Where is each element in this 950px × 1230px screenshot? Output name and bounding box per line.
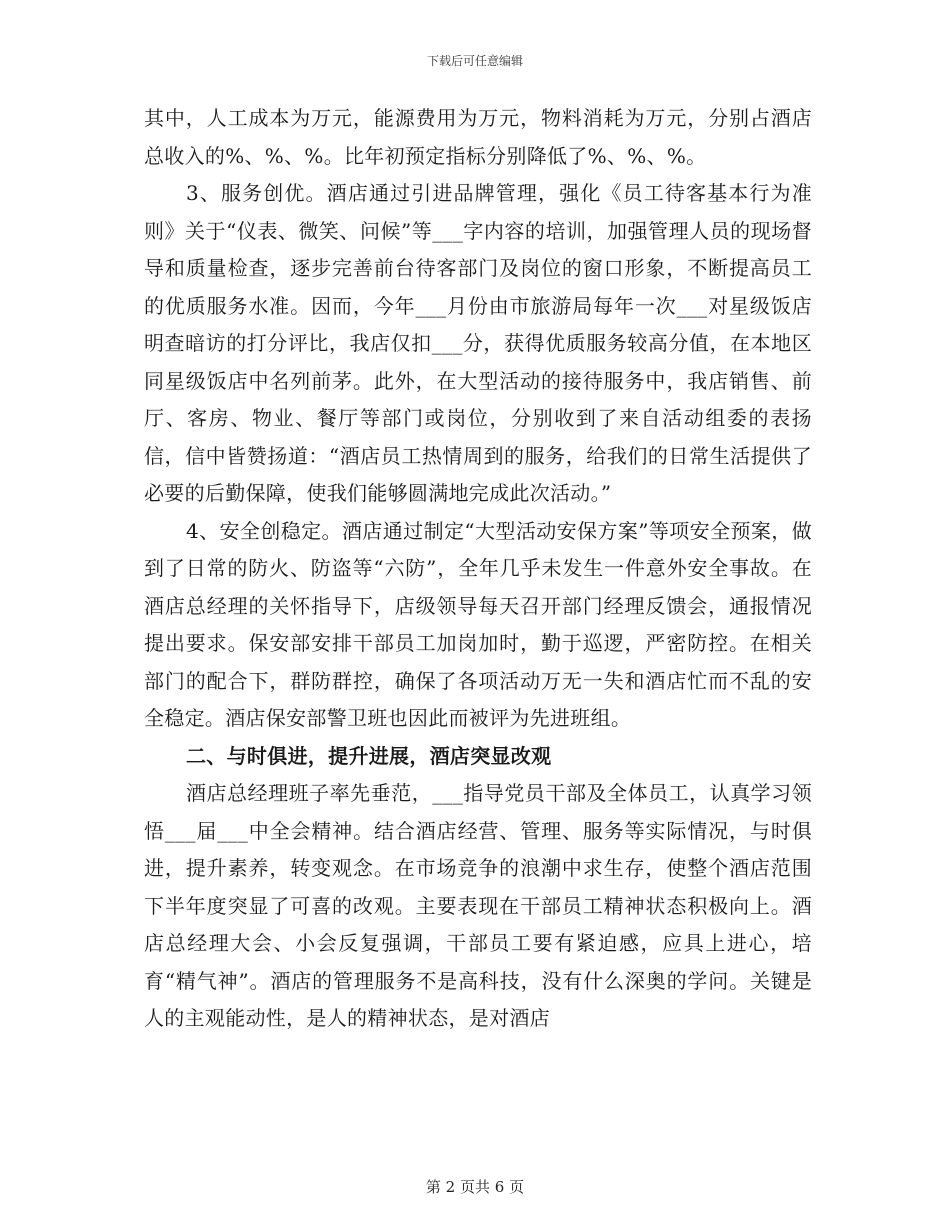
page-footer: 第 2 页共 6 页 bbox=[425, 1178, 525, 1196]
paragraph-safety: 4、安全创稳定。酒店通过制定“大型活动安保方案”等项安全预案，做到了日常的防火、防盗等“六防”，全年几乎未发生一件意外安全事故。在酒店总经理的关怀指导下，店级领导每天召开部门经理反馈会，通报情况提出要求。保安部安排干部员工加岗加时，勤于巡逻，严密防控。在相关部门的配合下，群防群控，确保了各项活动万无一失和酒店忙而不乱的安全稳定。酒店保安部警卫班也因此而被评为先进班组。 bbox=[144, 518, 812, 730]
section-heading: 二、与时俱进，提升进展，酒店突显改观 bbox=[186, 743, 552, 768]
page-header: 下载后可任意编辑 bbox=[426, 54, 523, 68]
paragraph-progress: 酒店总经理班子率先垂范，___指导党员干部及全体员工，认真学习领悟___届___中全会精神。结合酒店经营、管理、服务等实际情况，与时俱进，提升素养，转变观念。在市场竞争的浪潮中求生存，使整个酒店范围下半年度突显了可喜的改观。主要表现在干部员工精神状态积极向上。酒店总经理大会、小会反复强调，干部员工要有紧迫感，应具上进心，培育“精气神”。酒店的管理服务不是高科技，没有什么深奥的学问。关键是人的主观能动性，是人的精神状态，是对酒店 bbox=[144, 781, 812, 1030]
paragraph-service: 3、服务创优。酒店通过引进品牌管理，强化《员工待客基本行为准则》关于“仪表、微笑、问候”等___字内容的培训，加强管理人员的现场督导和质量检查，逐步完善前台待客部门及岗位的窗口形象，不断提高员工的优质服务水准。因而，今年___月份由市旅游局每年一次___对星级饭店明查暗访的打分评比，我店仅扣___分，获得优质服务较高分值，在本地区同星级饭店中名列前茅。此外，在大型活动的接待服务中，我店销售、前厅、客房、物业、餐厅等部门或岗位，分别收到了来自活动组委的表扬信，信中皆赞扬道：“酒店员工热情周到的服务，给我们的日常生活提供了必要的后勤保障，使我们能够圆满地完成此次活动。” bbox=[144, 181, 812, 505]
document-body bbox=[144, 100, 812, 1038]
paragraph-continuation: 其中，人工成本为万元，能源费用为万元，物料消耗为万元，分别占酒店总收入的%、%、%。比年初预定指标分别降低了%、%、%。 bbox=[144, 106, 812, 168]
